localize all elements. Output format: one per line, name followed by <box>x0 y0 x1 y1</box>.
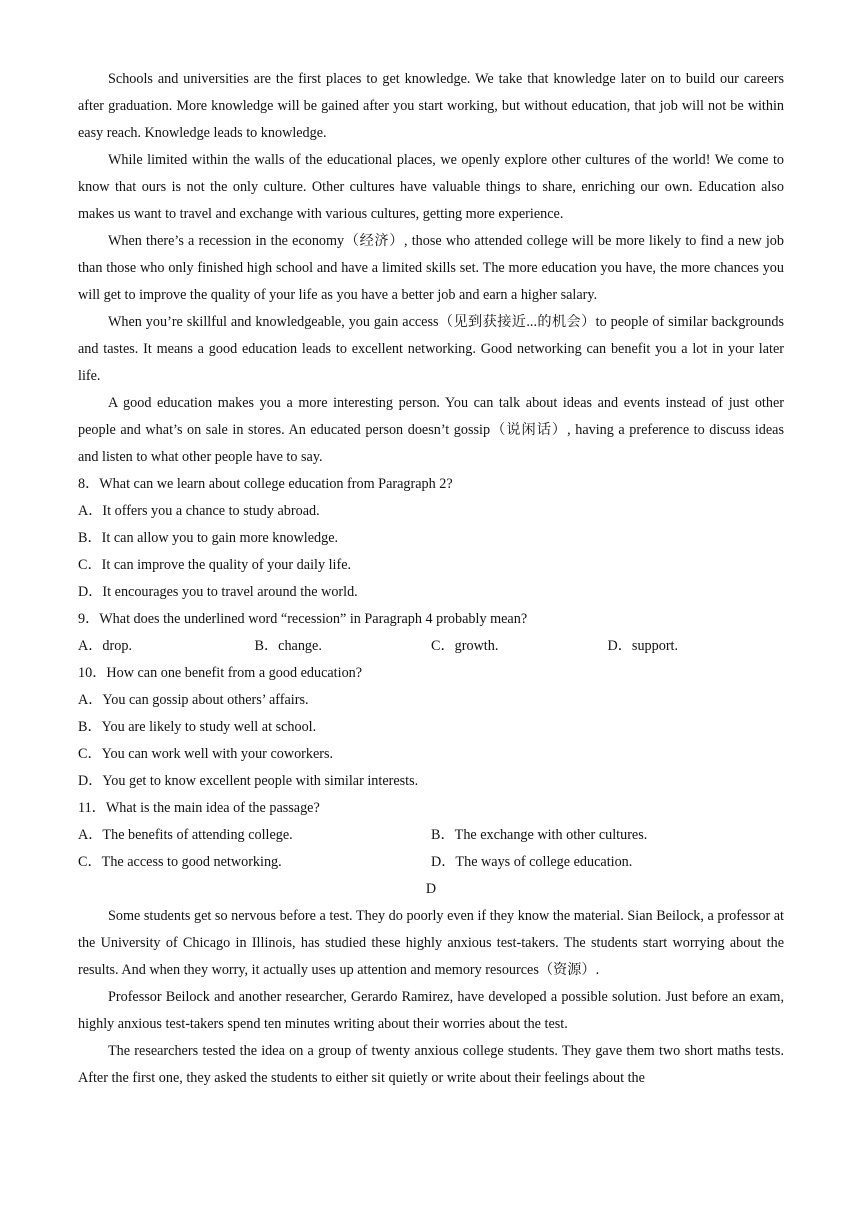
passage-d-heading: D <box>425 881 437 897</box>
question-11-option-d[interactable]: D．The ways of college education. <box>431 854 633 870</box>
question-9-options <box>78 633 784 660</box>
question-10-stem: 10．How can one benefit from a good education? <box>78 665 363 681</box>
question-11-options-row-1 <box>78 822 784 849</box>
question-9-stem: 9．What does the underlined word “recession” in Paragraph 4 probably mean? <box>78 611 528 627</box>
question-8-option-b[interactable]: B．It can allow you to gain more knowledge. <box>78 530 339 546</box>
question-11-option-b[interactable]: B．The exchange with other cultures. <box>431 827 648 843</box>
passage-d-paragraph-2: Professor Beilock and another researcher, Gerardo Ramirez, have developed a possible solution. Just before an exam, highly anxious test-takers spend ten minutes writing about their worries about the test. <box>78 989 784 1032</box>
question-9 <box>78 606 784 660</box>
question-10 <box>78 660 784 795</box>
passage-d-paragraph-1: Some students get so nervous before a test. They do poorly even if they know the material. Sian Beilock, a professor at the University of Chicago in Illinois, has studied these highly anxious test-takers. The students start worrying about the results. And when they worry, it actually uses up attention and memory resources（资源）. <box>78 908 784 978</box>
question-9-option-a[interactable]: A．drop. <box>78 638 132 654</box>
question-8-option-d[interactable]: D．It encourages you to travel around the world. <box>78 584 358 600</box>
question-9-option-c[interactable]: C．growth. <box>431 638 499 654</box>
question-10-option-d[interactable]: D．You get to know excellent people with similar interests. <box>78 773 419 789</box>
question-11 <box>78 795 784 876</box>
question-10-option-b[interactable]: B．You are likely to study well at school. <box>78 719 317 735</box>
question-9-option-d[interactable]: D．support. <box>607 638 679 654</box>
question-11-options-row-2 <box>78 849 784 876</box>
passage-c-paragraph-4: When you’re skillful and knowledgeable, you gain access（见到获接近...的机会）to people of similar backgrounds and tastes. It means a good education leads to excellent networking. Good networking can benefit you a lot in your later life. <box>78 314 784 384</box>
question-8-stem: 8．What can we learn about college education from Paragraph 2? <box>78 476 453 492</box>
question-11-option-c[interactable]: C．The access to good networking. <box>78 854 282 870</box>
passage-d-paragraph-3: The researchers tested the idea on a group of twenty anxious college students. They gave them two short maths tests. After the first one, they asked the students to either sit quietly or write about their feelings about the <box>78 1043 784 1086</box>
question-11-option-a[interactable]: A．The benefits of attending college. <box>78 827 293 843</box>
passage-c-paragraph-2: While limited within the walls of the educational places, we openly explore other cultures of the world! We come to know that ours is not the only culture. Other cultures have valuable things to share, enriching our own. Education also makes us want to travel and exchange with various cultures, getting more experience. <box>78 152 784 222</box>
passage-d <box>78 876 784 1092</box>
question-9-option-b[interactable]: B．change. <box>254 638 322 654</box>
passage-c-paragraph-1: Schools and universities are the first places to get knowledge. We take that knowledge later on to build our careers after graduation. More knowledge will be gained after you start working, but without education, that job will not be within easy reach. Knowledge leads to knowledge. <box>78 71 784 141</box>
question-10-option-a[interactable]: A．You can gossip about others’ affairs. <box>78 692 309 708</box>
question-11-stem: 11．What is the main idea of the passage? <box>78 800 320 816</box>
passage-c-paragraph-5: A good education makes you a more interesting person. You can talk about ideas and events instead of just other people and what’s on sale in stores. An educated person doesn’t gossip（说闲话）, having a preference to discuss ideas and listen to what other people have to say. <box>78 395 784 465</box>
question-10-option-c[interactable]: C．You can work well with your coworkers. <box>78 746 334 762</box>
passage-c <box>78 66 784 471</box>
passage-c-paragraph-3: When there’s a recession in the economy（经济）, those who attended college will be more likely to find a new job than those who only finished high school and have a limited skills set. The more education you have, the more chances you will get to improve the quality of your life as you have a better job and earn a higher salary. <box>78 233 784 303</box>
question-8-option-a[interactable]: A．It offers you a chance to study abroad. <box>78 503 320 519</box>
question-8-option-c[interactable]: C．It can improve the quality of your daily life. <box>78 557 352 573</box>
document-body <box>78 66 784 1092</box>
question-8 <box>78 471 784 606</box>
